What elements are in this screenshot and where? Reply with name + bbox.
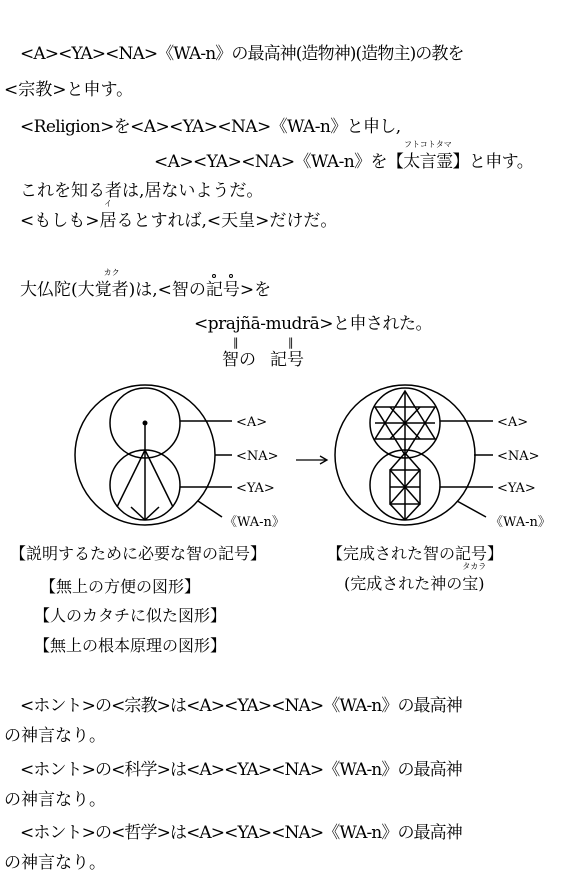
ruby-text: フトコトタマ bbox=[404, 140, 452, 149]
text-fragment: <もしも> bbox=[20, 211, 100, 231]
text-fragment: 智の bbox=[222, 350, 256, 370]
text-fragment: るとすれば,<天皇>だけだ。 bbox=[116, 211, 338, 231]
label-na: <NA> bbox=[236, 449, 279, 464]
label-a: <A> bbox=[236, 415, 268, 430]
caption: 【説明するために必要な智の記号】 bbox=[10, 544, 267, 563]
ruby-base: 居 bbox=[99, 211, 117, 231]
text-line bbox=[154, 140, 534, 172]
text-fragment: 大仏陀(大 bbox=[20, 280, 95, 300]
completed-symbol bbox=[335, 385, 493, 525]
label-na: <NA> bbox=[497, 449, 540, 464]
text-line bbox=[20, 268, 272, 300]
ruby-base: 太言霊 bbox=[403, 152, 453, 172]
text-line: の神言なり。 bbox=[4, 726, 106, 746]
ruby-word bbox=[94, 268, 129, 300]
ruby-text: イ bbox=[104, 199, 112, 208]
text-line: の神言なり。 bbox=[4, 790, 106, 810]
label-ya: <YA> bbox=[236, 481, 275, 496]
explanatory-symbol bbox=[75, 385, 232, 525]
label-a: <A> bbox=[497, 415, 529, 430]
text-fragment: <A><YA><NA>《WA-n》を【 bbox=[154, 152, 404, 172]
text-line: <Religion>を<A><YA><NA>《WA-n》と申し, bbox=[20, 117, 401, 137]
caption: 【完成された智の記号】 bbox=[327, 544, 504, 563]
ruby-base: 宝 bbox=[462, 574, 479, 593]
text-fragment: (完成された神の bbox=[344, 574, 463, 593]
text-fragment: 記号 bbox=[270, 350, 304, 370]
ruby-word bbox=[99, 199, 117, 231]
ruby-text: タカラ bbox=[462, 562, 487, 571]
text-fragment: ) bbox=[478, 574, 485, 593]
ruby-base: 覚者 bbox=[94, 280, 129, 300]
text-fragment: >を bbox=[239, 280, 272, 300]
emphasis-dot bbox=[212, 274, 216, 278]
text-fragment: )は,<智の bbox=[128, 280, 206, 300]
ruby-word bbox=[403, 140, 453, 172]
text-fragment: 】と申す。 bbox=[452, 152, 534, 172]
text-line: <ホント>の<哲学>は<A><YA><NA>《WA-n》の最高神 bbox=[20, 823, 462, 843]
caption: 【無上の根本原理の図形】 bbox=[34, 636, 227, 655]
caption: 【人のカタチに似た図形】 bbox=[34, 606, 227, 625]
text-line: <宗教>と申す。 bbox=[4, 80, 134, 100]
ruby-word bbox=[462, 562, 487, 594]
center-dot bbox=[143, 421, 148, 426]
ruby-text: カク bbox=[103, 268, 120, 277]
emphasis-char: 号 bbox=[223, 280, 240, 300]
text-line bbox=[222, 350, 304, 370]
label-wan: 《WA-n》 bbox=[224, 515, 285, 530]
text-line: <ホント>の<宗教>は<A><YA><NA>《WA-n》の最高神 bbox=[20, 696, 462, 716]
label-wan: 《WA-n》 bbox=[490, 515, 551, 530]
transition-arrow bbox=[296, 456, 327, 464]
text-line bbox=[20, 199, 338, 231]
caption bbox=[344, 562, 487, 594]
text-line: <A><YA><NA>《WA-n》の最高神(造物神)(造物主)の教を bbox=[20, 44, 464, 64]
equal-mark: ‖ bbox=[288, 336, 294, 349]
label-ya: <YA> bbox=[497, 481, 536, 496]
emphasis-dot bbox=[229, 274, 233, 278]
diagram-figure bbox=[0, 383, 581, 533]
leader-line bbox=[198, 501, 222, 517]
text-line: の神言なり。 bbox=[4, 853, 106, 873]
text-line: これを知る者は,居ないようだ。 bbox=[20, 181, 264, 201]
emphasis-char: 記 bbox=[206, 280, 223, 300]
text-line: <prajñā-mudrā>と申された。 bbox=[194, 314, 432, 334]
equal-mark: ‖ bbox=[233, 336, 239, 349]
caption: 【無上の方便の図形】 bbox=[40, 577, 201, 596]
leader-line bbox=[457, 501, 486, 517]
text-line: <ホント>の<科学>は<A><YA><NA>《WA-n》の最高神 bbox=[20, 760, 462, 780]
